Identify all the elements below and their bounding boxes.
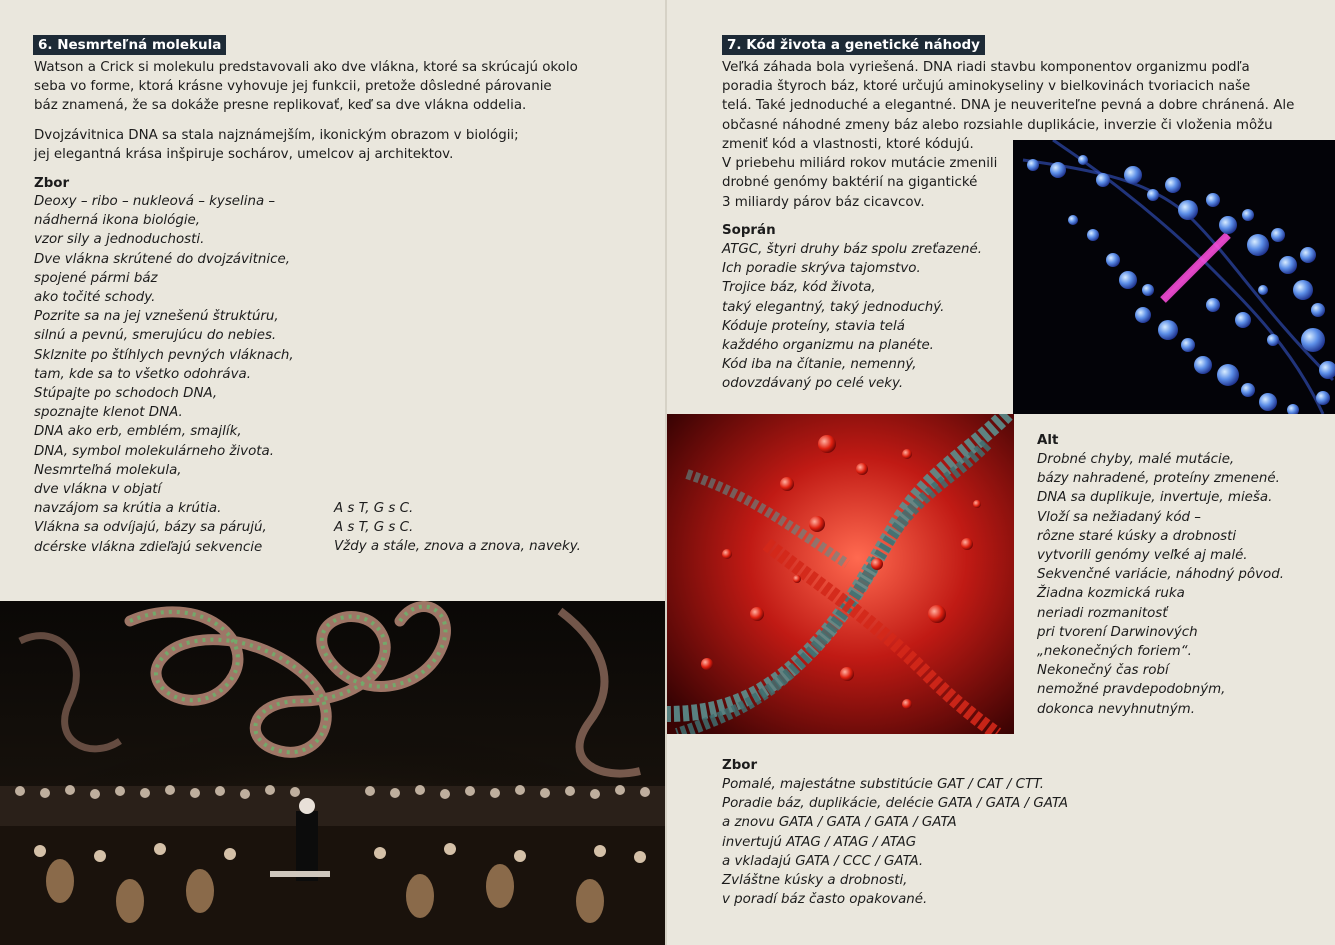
lyric-line: Drobné chyby, malé mutácie,	[1037, 452, 1235, 467]
lyric-line: Zvláštne kúsky a drobnosti,	[722, 873, 908, 889]
lyric-line: vzor sily a jednoduchosti.	[34, 232, 205, 248]
intro-line: seba vo forme, ktorá krásne vyhovuje jej funkcii, pretože dôsledné párovanie	[34, 79, 552, 95]
intro-line: zmeniť kód a vlastnosti, ktoré kódujú.	[722, 137, 974, 152]
lyric-line: Pomalé, majestátne substitúcie GAT / CAT / CTT.	[722, 777, 1044, 792]
lyric-line: dve vlákna v objatí	[34, 482, 162, 498]
lyric-line: DNA sa duplikuje, invertuje, mieša.	[1037, 490, 1273, 506]
lyric-line: DNA, symbol molekulárneho života.	[34, 443, 274, 459]
lyric-line: Deoxy – ribo – nukleová – kyselina –	[34, 194, 276, 209]
lyric-line: Ich poradie skrýva tajomstvo.	[722, 261, 921, 277]
lyric-line: Žiadna kozmická ruka	[1037, 586, 1185, 602]
chorus-title: Zbor	[34, 176, 70, 191]
lyric-line: spojené pármi báz	[34, 270, 158, 286]
intro-line: Veľká záhada bola vyriešená. DNA riadi stavbu komponentov organizmu podľa	[722, 60, 1250, 75]
lyric-line: pri tvorení Darwinových	[1037, 624, 1198, 640]
lyric-line: navzájom sa krútia a krútia.	[34, 501, 222, 517]
lyric-line: Nekonečný čas robí	[1037, 663, 1169, 679]
section-6-heading: 6. Nesmrteľná molekula	[33, 35, 226, 55]
alto-lyrics	[1037, 450, 1284, 719]
lyric-line: Sekvenčné variácie, náhodný pôvod.	[1037, 567, 1284, 583]
lyric-line: a vkladajú GATA / CCC / GATA.	[722, 853, 924, 869]
lyric-line: Poradie báz, duplikácie, delécie GATA / GATA / GATA	[722, 796, 1069, 812]
lyric-line: a znovu GATA / GATA / GATA / GATA	[722, 815, 957, 831]
lyric-line: ATGC, štyri druhy báz spolu zreťazené.	[722, 242, 982, 257]
lyric-line: Dve vlákna skrútené do dvojzávitnice,	[34, 251, 290, 267]
lyric-line: Vloží sa nežiadaný kód –	[1037, 509, 1201, 525]
lyric-line: Vlákna sa odvíjajú, bázy sa párujú,	[34, 520, 267, 536]
blue-dna-image	[1013, 140, 1335, 414]
lyric-line: každého organizmu na planéte.	[722, 338, 934, 354]
lyric-line: Trojice báz, kód života,	[722, 280, 876, 296]
lyric-line: dcérske vlákna zdieľajú sekvencie	[34, 539, 263, 555]
section-7-intro-continued	[722, 135, 997, 212]
section-6-intro-1	[34, 58, 578, 116]
chorus-side-lyrics	[334, 499, 581, 557]
concert-photo	[0, 601, 665, 945]
lyric-line: A s T, G s C.	[334, 520, 414, 536]
lyric-line: Sklznite po štíhlych pevných vláknach,	[34, 347, 294, 363]
intro-line: báz znamená, že sa dokáže presne replikovať, keď sa dve vlákna oddelia.	[34, 98, 527, 114]
lyric-line: nemožné pravdepodobným,	[1037, 682, 1226, 698]
section-7-intro	[722, 58, 1294, 135]
lyric-line: Kóduje proteíny, stavia telá	[722, 318, 905, 334]
intro-line: občasné náhodné zmeny báz alebo rozsiahle duplikácie, inverzie či vloženia môžu	[722, 117, 1273, 133]
lyric-line: vytvorili genómy veľké aj malé.	[1037, 548, 1248, 564]
intro-line: drobné genómy baktérií na gigantické	[722, 175, 978, 191]
intro-line: jej elegantná krása inšpiruje sochárov, umelcov aj architektov.	[34, 147, 454, 163]
lyric-line: bázy nahradené, proteíny zmenené.	[1037, 471, 1280, 487]
lyric-line: Pozrite sa na jej vznešenú štruktúru,	[34, 309, 279, 325]
lyric-line: odovzdávaný po celé veky.	[722, 376, 904, 392]
lyric-line: DNA ako erb, emblém, smajlík,	[34, 424, 242, 440]
soprano-lyrics	[722, 240, 982, 394]
lyric-line: dokonca nevyhnutným.	[1037, 701, 1195, 717]
intro-line: poradia štyroch báz, ktoré určujú aminokyseliny v bielkovinách tvoriacich naše	[722, 79, 1251, 95]
lyric-line: silnú a pevnú, smerujúcu do nebies.	[34, 328, 277, 344]
lyric-line: A s T, G s C.	[334, 501, 414, 516]
chorus-lyrics-right	[722, 775, 1068, 909]
lyric-line: invertujú ATAG / ATAG / ATAG	[722, 834, 917, 850]
lyric-line: neriadi rozmanitosť	[1037, 605, 1168, 621]
soprano-title: Soprán	[722, 223, 776, 238]
chorus-title-right: Zbor	[722, 758, 758, 773]
lyric-line: nádherná ikona biológie,	[34, 213, 201, 229]
lyric-line: Kód iba na čítanie, nemenný,	[722, 357, 917, 373]
chorus-lyrics	[34, 192, 294, 557]
lyric-line: Nesmrteľná molekula,	[34, 462, 182, 478]
lyric-line: Stúpajte po schodoch DNA,	[34, 386, 218, 402]
lyric-line: „nekonečných foriem“.	[1037, 644, 1192, 660]
lyric-line: spoznajte klenot DNA.	[34, 405, 183, 421]
intro-line: Dvojzávitnica DNA sa stala najznámejším, ikonickým obrazom v biológii;	[34, 128, 519, 143]
lyric-line: Vždy a stále, znova a znova, naveky.	[334, 539, 581, 555]
alto-title: Alt	[1037, 433, 1059, 448]
intro-line: V priebehu miliárd rokov mutácie zmenili	[722, 156, 998, 172]
section-6-intro-2	[34, 126, 519, 164]
section-7-heading: 7. Kód života a genetické náhody	[722, 35, 985, 55]
red-dna-image	[667, 414, 1014, 734]
intro-line: 3 miliardy párov báz cicavcov.	[722, 194, 925, 210]
lyric-line: ako točité schody.	[34, 290, 156, 306]
intro-line: telá. Také jednoduché a elegantné. DNA je neuveriteľne pevná a dobre chránená. Ale	[722, 98, 1295, 114]
lyric-line: tam, kde sa to všetko odohráva.	[34, 366, 251, 382]
intro-line: Watson a Crick si molekulu predstavovali ako dve vlákna, ktoré sa skrúcajú okolo	[34, 60, 578, 75]
lyric-line: rôzne staré kúsky a drobnosti	[1037, 528, 1237, 544]
lyric-line: v poradí báz často opakované.	[722, 892, 928, 908]
lyric-line: taký elegantný, taký jednoduchý.	[722, 299, 945, 315]
